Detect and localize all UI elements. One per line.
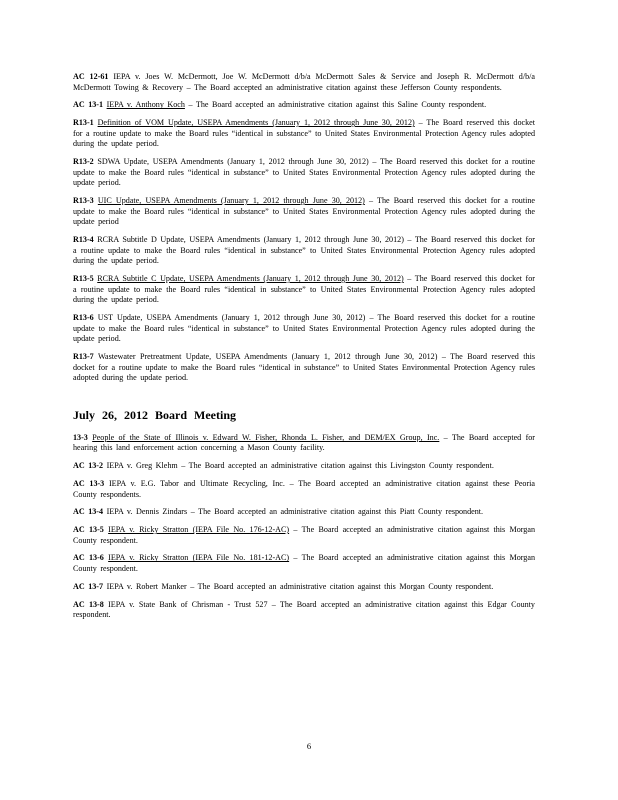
docket-entry <box>73 72 535 93</box>
case-caption: RCRA Subtitle C Update, USEPA Amendments (January 1, 2012 through June 30, 2012) <box>97 274 404 284</box>
board-action: – The Board reserved this docket for a routine update to make the Board rules “identical in substance” to United States Environmental Protection Agency rules adopted during the update period. <box>73 351 535 383</box>
board-action: – The Board accepted an administrative citation against this Morgan County respondent. <box>73 525 535 545</box>
docket-number: AC 13-6 <box>73 553 104 563</box>
entries-before-meeting <box>73 72 535 384</box>
case-caption: IEPA v. Greg Klehm <box>106 461 178 471</box>
docket-entry <box>73 196 535 228</box>
docket-number: R13-4 <box>73 235 94 245</box>
case-caption: UST Update, USEPA Amendments (January 1, 2012 through June 30, 2012) <box>97 313 366 322</box>
docket-entry <box>73 235 535 267</box>
docket-entry <box>73 461 535 472</box>
docket-entry <box>73 525 535 546</box>
board-action: – The Board accepted an administrative citation against this Edgar County respondent. <box>73 599 535 620</box>
board-action: – The Board reserved this docket for a routine update to make the Board rules “identical in substance” to United States Environmental Protection Agency rules adopted during the update period <box>73 196 535 227</box>
board-action: – The Board accepted an administrative citation against this Saline County respondent. <box>184 100 487 110</box>
case-caption: UIC Update, USEPA Amendments (January 1, 2012 through June 30, 2012) <box>97 196 365 206</box>
docket-entry <box>73 274 535 306</box>
case-caption: People of the State of Illinois v. Edward W. Fisher, Rhonda L. Fisher, and DEM/EX Group, Inc. <box>92 432 440 442</box>
document-page <box>73 72 535 628</box>
docket-entry <box>73 352 535 384</box>
docket-entry <box>73 600 535 621</box>
docket-number: AC 13-5 <box>73 525 104 535</box>
case-caption: IEPA v. E.G. Tabor and Ultimate Recycling, Inc. <box>108 478 285 488</box>
board-action: – The Board accepted an administrative citation against this Morgan County respondent. <box>73 553 535 574</box>
docket-number: 13-3 <box>73 432 88 442</box>
case-caption: IEPA v. Dennis Zindars <box>106 507 188 517</box>
case-caption: IEPA v. Joes W. McDermott, Joe W. McDermott d/b/a McDermott Sales & Service and Joseph R. McDermott d/b/a McDermott Towing & Recovery <box>73 72 535 92</box>
docket-entry <box>73 157 535 189</box>
board-action: – The Board reserved this docket for a routine update to make the Board rules “identical in substance” to United States Environmental Protection Agency rules adopted during the update period. <box>73 235 535 266</box>
docket-entry <box>73 507 535 518</box>
docket-number: AC 13-1 <box>73 100 104 110</box>
docket-number: AC 12-61 <box>73 72 109 81</box>
case-caption: Wastewater Pretreatment Update, USEPA Amendments (January 1, 2012 through June 30, 2012) <box>97 351 438 361</box>
docket-number: R13-7 <box>73 351 94 361</box>
case-caption: RCRA Subtitle D Update, USEPA Amendments (January 1, 2012 through June 30, 2012) <box>97 235 404 245</box>
docket-entry <box>73 313 535 345</box>
case-caption: IEPA v. State Bank of Chrisman - Trust 527 <box>108 599 268 609</box>
board-action: – The Board accepted an administrative citation against these Jefferson County respondents. <box>183 82 502 92</box>
board-action: – The Board accepted an administrative citation against this Morgan County respondent. <box>186 581 494 591</box>
docket-number: R13-6 <box>73 313 94 322</box>
docket-entry <box>73 118 535 150</box>
docket-entry <box>73 553 535 574</box>
page-number: 6 <box>306 741 312 751</box>
docket-entry <box>73 479 535 500</box>
docket-number: R13-1 <box>73 118 94 128</box>
meeting-heading: July 26, 2012 Board Meeting <box>73 407 236 422</box>
board-action: – The Board accepted an administrative citation against this Piatt County respondent. <box>187 507 484 517</box>
docket-entry <box>73 100 535 111</box>
case-caption: Definition of VOM Update, USEPA Amendments (January 1, 2012 through June 30, 2012) <box>97 118 415 128</box>
docket-number: R13-5 <box>73 274 94 284</box>
case-caption: IEPA v. Anthony Koch <box>106 100 185 110</box>
docket-number: AC 13-2 <box>73 461 104 471</box>
board-action: – The Board reserved this docket for a routine update to make the Board rules “identical in substance” to United States Environmental Protection Agency rules adopted during the update period. <box>73 274 535 305</box>
docket-number: AC 13-7 <box>73 581 104 591</box>
docket-number: AC 13-8 <box>73 599 104 609</box>
docket-number: R13-2 <box>73 157 94 167</box>
case-caption: IEPA v. Ricky Stratton (IEPA File No. 176-12-AC) <box>108 525 290 535</box>
docket-number: AC 13-3 <box>73 478 105 488</box>
board-action: – The Board reserved this docket for a routine update to make the Board rules “identical in substance” to United States Environmental Protection Agency rules adopted during the update period. <box>73 118 535 149</box>
board-action: – The Board accepted an administrative citation against this Livingston County respondent. <box>177 461 494 471</box>
case-caption: SDWA Update, USEPA Amendments (January 1, 2012 through June 30, 2012) <box>97 157 369 167</box>
case-caption: IEPA v. Robert Manker <box>106 581 187 591</box>
docket-entry <box>73 433 535 454</box>
docket-number: R13-3 <box>73 196 94 206</box>
docket-number: AC 13-4 <box>73 507 104 517</box>
board-action: – The Board accepted an administrative citation against these Peoria County respondents. <box>73 478 535 499</box>
docket-entry <box>73 582 535 593</box>
board-action: – The Board accepted for hearing this land enforcement action concerning a Mason County facility. <box>73 432 536 453</box>
entries-july-26-meeting <box>73 433 535 621</box>
case-caption: IEPA v. Ricky Stratton (IEPA File No. 181-12-AC) <box>108 553 290 563</box>
board-action: – The Board reserved this docket for a routine update to make the Board rules “identical in substance” to United States Environmental Protection Agency rules adopted during the update period. <box>73 157 535 188</box>
board-action: – The Board reserved this docket for a routine update to make the Board rules “identical in substance” to United States Environmental Protection Agency rules adopted during the update period. <box>73 313 535 344</box>
